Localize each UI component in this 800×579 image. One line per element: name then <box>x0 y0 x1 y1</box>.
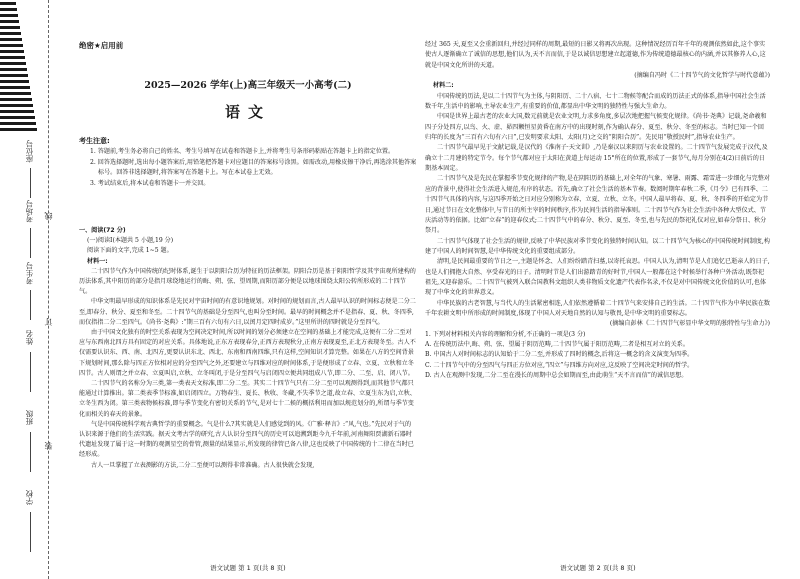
field-name: 姓名 <box>25 330 34 345</box>
paragraph: 二十四节气的名称分为三类,第一类表天文标准,即二分二至。其实二十四节气只有二分二至可以观测得到,而其他节气都只能通过计算推出。第二类表季节标准,如启闭四立。万物春生、夏长、秋收、冬藏,不失季节之道,故立春、立夏生东为启,立秋、立冬生西为闭。第三类表物候标准,即与季节变化有密切关系的节气,是对七十二候的概括利用而加以规范划分的,所谓与季节变化而相关的春天的景象。 <box>79 380 416 418</box>
paragraph: 中华文明最早形成的知识体系是先民对宇宙时间的有意识地规划。对时间的规划而言,古人最早认识的时间标志便是二分二至,即春分、秋分、夏至和冬至。二十四节气的基础是分至四气,也叫分至时间。最早的时间概念并不是指春、夏、秋、冬四季,而仅指指二分二至四气。《尚书·尧典》:“期三百有六旬有六日,以闰月定四时成岁。”这里所讲的四时就是分至四气。 <box>79 298 416 326</box>
stripe-mark <box>0 128 37 131</box>
stripe-mark <box>0 20 19 23</box>
notes-heading: 考生注意: <box>79 137 110 145</box>
paragraph: 二十四节气体现了社会生活的规律,反映了中华民族对季节变化的独特时间认知。以二十四节气为核心的中国传统时间制度,构建了中国人的时间智慧,是中华传统文化的重要组成部分。 <box>425 237 770 255</box>
option-b[interactable]: B. 中国古人对时间标志的认知始于二分二至,并形成了四时的概念,后将这一概念的含义演变为四季。 <box>425 351 694 359</box>
field-school-line[interactable] <box>30 512 31 552</box>
source-citation-1: (摘编自冯时《二十四节气的文化哲学与时代意蕴》) <box>634 72 770 80</box>
binding-mark-install: 装 <box>44 442 53 450</box>
stripe-mark <box>0 122 36 125</box>
field-class: 班级 <box>25 410 34 425</box>
field-student-id-line[interactable] <box>30 290 31 320</box>
paragraph: 二十四节气作为中国传统的纪时体系,诞生于以阴阳合历为特征的历法框架。阴阳合历是基于阴阳哲学及其宇宙观所建构的历法体系,其中阳历的部分是指月球绕地运行的晦、朔、弦、望周期,而阳历部分便是以地球围绕太阳公转所形成的二十四节气。 <box>79 267 416 296</box>
field-seat: 座位号 <box>25 140 34 163</box>
stripe-mark <box>0 98 32 101</box>
binding-dashed-line <box>48 0 49 579</box>
stripe-mark <box>0 38 22 41</box>
field-room-line[interactable] <box>30 228 31 258</box>
field-class-line[interactable] <box>30 432 31 472</box>
material-2-label: 材料二: <box>433 82 454 90</box>
paragraph: 气是中国传统科学观古典哲学的重要概念。气是什么?其实就是人们感觉到的风。《广雅·释言》:“风,气也。”先民对于气的认识来源于他们的生活实践。据天文考古学的研究,古人认识分至四气的历史可以追溯到距今九千年前,河南舞阳贾湖新石器时代遗址发现了属于这一时期的观测星空的骨管,测量的结果显示,所发现的律管已备八律,这也反映了中国传统的十二律在当时已经形成。 <box>79 420 414 459</box>
question-1 <box>425 330 770 382</box>
note-item: 2. 回答选择题时,选出每小题答案后,用铅笔把答题卡对应题目的答案标号涂黑。如需改动,用橡皮擦干净后,再选涂其他答案标号。回答非选择题时,将答案写在答题卡上。写在本试卷上无效。 <box>90 158 417 176</box>
stripe-mark <box>0 62 26 65</box>
option-c[interactable]: C. 二十四节气中的分至四气与四正方位对应,“四立”与四维方向对应,这反映了空间决定时间的哲学。 <box>425 361 694 369</box>
paragraph: 由于中国文化独有的时空关系表现为空间决定时间,所以时间的划分必须建立在空间的基础上才能完成,这便有二分二至对应与东西南北四方具有固定的对应关系。具体地说,正东方表现春分,正西方表现秋分,正南方表现夏至,正北方表现冬至。古人不仅需要认识东、西、南、北四方,更要认识东北、西北、东南和西南四维,只有这样,空间知识才算完整。如果在八方的空间背景下规划时间,那么除与四正方位相对应的分至四气之外,还要建立与四维对应的时间体系,于是便形成了立春、立夏、立秋和立冬四节。古人则谓之并立春、立夏叫启,立秋、立冬叫闭,于是分至四气与启闭四立便共同组成八节,即二分、二至、启、闭八节。 <box>79 329 416 377</box>
stripe-mark <box>0 110 34 113</box>
stripe-mark <box>0 104 33 107</box>
binding-mark-bind: 订 <box>44 318 53 326</box>
note-item: 1. 答题前,考生务必将自己的姓名、考生号填写在试卷和答题卡上,并将考生号条形码粘贴在答题卡上的指定位置。 <box>90 148 395 155</box>
field-school: 学校 <box>25 490 34 505</box>
option-a[interactable]: A. 在传统历法中,晦、朔、弦、望属于阴历范畴,二十四节气属于阳历范畴,二者是相互对立的关系。 <box>425 340 689 348</box>
left-body <box>79 226 417 471</box>
stripe-mark <box>0 74 28 77</box>
stripe-mark <box>0 116 35 119</box>
instruction: 阅读下面的文字,完成 1~5 题。 <box>87 247 173 255</box>
stripe-mark <box>0 44 23 47</box>
binding-mark-line: 线 <box>44 212 53 220</box>
note-item: 3. 考试结束后,将本试卷和答题卡一并交回。 <box>90 179 210 187</box>
stripe-mark <box>0 32 21 35</box>
binding-strip <box>0 0 58 579</box>
field-room: 考场号 <box>25 200 34 223</box>
footer-page-1: 语文试题 第 1 页(共 8 页) <box>210 564 286 572</box>
paragraph: 清明,是民间最重要的节日之一,主题是怀念、人们纷纷踏青扫墓,以寄托哀思。中国人认为,清明节是人们追忆已逝亲人的日子,也是人们拥抱大自然、享受春光的日子。清明时节是人们出游踏青的好时节,中国人一般都在这个时候举行各种户外活动,既祭祀祖先,又迎春游乐。二十四节气被列入联合国教科文组织人类非物质文化遗产代表作名录,不仅是对中国传统文化价值的认可,也体现了中华文化的世界意义。 <box>425 258 770 297</box>
paragraph: 中华民族的古老智慧,与当代人的生活紧密相连,人们依然遵循着二十四节气来安排自己的生活。二十四节气作为中华民族在数千年农耕文明中所形成的时间制度,体现了中国人对天地自然的认知与敬畏,是中华文明的重要标志。 <box>425 299 770 317</box>
stripe-mark <box>0 8 17 11</box>
exam-title: 2025—2026 学年(上)高三年级天一小高考(二) <box>144 80 352 91</box>
field-student-id: 考生号 <box>25 262 34 285</box>
footer-page-2: 语文试题 第 2 页(共 8 页) <box>560 564 636 572</box>
stripe-mark <box>0 68 27 71</box>
paragraph: 中国是世界上最古老的农业大国,数元前就是农业文明,力求多角度,多层次地把握气候变化规律。《尚书·尧典》记载,尧命羲和四子分处四方,以鸟、火、虚、昴四颗恒星黄昏在南方中的出现时刻,作为确认春分、夏至、秋分、冬至的标志。当时已知一个回归年的长度为“三百有六旬有六日”,已发明要求太阳、太阳(月)之交的“阴阳合历”。先民用“敬授民时”,指导农业生产。 <box>425 113 767 142</box>
notes-list <box>90 147 417 189</box>
paragraph: 二十四节气最早见于文献记载,是汉代的《淮南子·天文训》,乃是秦汉以来阴历与农业设置的。二十四节气发展完成于汉代,及确立十二月建的特定节令。每个节气都对应于太阳在黄道上每运动 15°所在的位置,形成了一套节气,每月分别在4(2)日前后的日期基本固定。 <box>425 144 768 173</box>
paragraph: 古人一旦掌握了立表测影的方法,二分二至便可以测得非常准确。古人很快就会发现, <box>91 461 315 469</box>
option-d[interactable]: D. 古人在观测中发现,二分二至在漫长的周期中总会如期而至,由此萌生“天不言而信”的诚信思想。 <box>425 372 688 379</box>
stripe-mark <box>0 26 20 29</box>
subject-title: 语文 <box>224 103 271 121</box>
paragraph: 中国传统的历法,是以二十四节气为主体,与阴阳历、二十八宿、七十二物候等配合而成的历法正式的体系,指导中国社会生活数千年,生活中的影响,主导农业生产,有重要的价值,都显出中华文明的独特性与强大生命力。 <box>425 92 766 111</box>
source-citation-2: (摘编自彭林《二十四节气彰显中华文明的独特性与生命力》) <box>609 320 770 328</box>
paragraph: 二十四节气及是先民在掌握季节变化规律的产物,是在阴阳历的基础上,对全年的气象、寒暑、雨露、霜雪进一步细化与完整对应的背景中,使得社会生活进入规范,有序的状态。首先,确立了社会生活的基本节奏。数阅时期年春秋二季,《月令》已有四季、二十四节气具体的内容,与这四季开始之日对应分别称为立春、立夏、立秋、立冬。中国人最早将春、夏、秋、冬四季的开始定为节日,通过节日在文化整体中,与节日的所主宰的时间秩序,作为民间生活的指导准则。二十四节气作为社会生活中各种大型仪式、节庆活动等的依据。比如“立春”的迎春仪式;二十四节气中的春分、秋分、夏至、冬至,也与先民的祭祀礼仪对应,如春分祭日、秋分祭月。 <box>425 175 770 235</box>
stripe-mark <box>0 80 29 83</box>
question-stem: 1. 下列对材料相关内容的理解和分析,不正确的一项是(3 分) <box>425 330 586 338</box>
stripe-mark <box>0 56 25 59</box>
stripe-mark <box>0 86 30 89</box>
stripe-mark <box>0 92 31 95</box>
paragraph-continued: 经过 365 天,夏至又会重新回归,并经过同样的周期,最短的日影又将再次出现。这种情况经历百年千年的观测依然如此,这个事实使古人逐渐确立了诚信的思想,他们认为,天不言而信,于是以诚信思想建立起道德,作为传统道德最核心的内涵,并以其修养人心,这就是中国文化所讲的天道。 <box>425 41 766 69</box>
stripe-mark <box>0 2 16 5</box>
stripe-mark <box>0 14 18 17</box>
secret-label: 绝密★启用前 <box>79 41 124 50</box>
subsection-heading: (一)阅读Ⅰ(本题共 5 小题,19 分) <box>87 237 174 245</box>
field-name-line[interactable] <box>30 352 31 392</box>
material-1-label: 材料一: <box>87 257 108 265</box>
right-body <box>425 40 770 381</box>
section-heading: 一、阅读(72 分) <box>79 227 126 234</box>
stripe-mark <box>0 50 24 53</box>
field-seat-line[interactable] <box>30 168 31 198</box>
